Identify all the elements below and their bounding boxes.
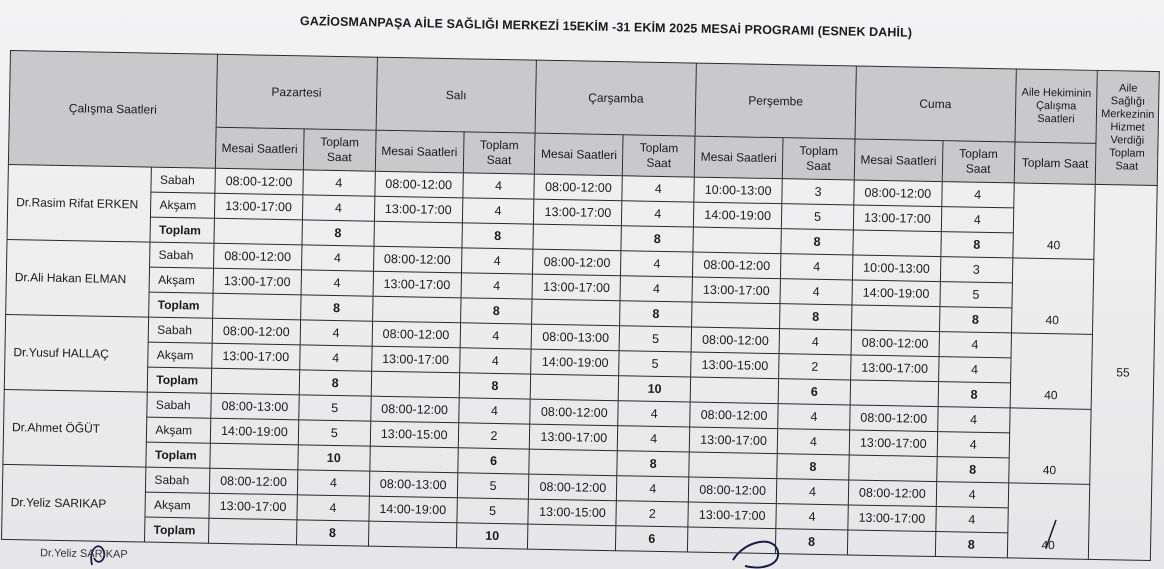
hours-count-cell: 4 <box>461 248 533 274</box>
daily-total-cell: 8 <box>302 220 374 246</box>
hours-count-cell: 5 <box>619 351 691 377</box>
shift-label-aksam: Akşam <box>147 417 211 443</box>
daily-total-cell: 10 <box>456 523 528 549</box>
daily-total-cell: 8 <box>781 229 853 255</box>
weekly-total-cell: 40 <box>1012 183 1095 259</box>
daily-total-cell: 8 <box>777 454 849 480</box>
mesai-hours-cell: 14:00-19:00 <box>852 280 941 307</box>
shift-label-toplam: Toplam <box>149 292 213 318</box>
mesai-hours-cell: 08:00-12:00 <box>688 477 777 504</box>
mesai-hours-cell: 14:00-19:00 <box>369 496 458 523</box>
day-header-pazartesi: Pazartesi <box>216 54 377 130</box>
shift-label-sabah: Sabah <box>151 167 215 193</box>
empty-cell <box>528 524 617 551</box>
toplam-saat-header: Toplam Saat <box>782 138 854 180</box>
daily-total-cell: 6 <box>616 526 688 552</box>
hours-count-cell: 4 <box>780 279 852 305</box>
day-header-cuma: Cuma <box>855 66 1016 142</box>
empty-cell <box>372 296 461 323</box>
hours-count-cell: 4 <box>303 170 375 196</box>
hours-count-cell: 5 <box>781 204 853 230</box>
daily-total-cell: 8 <box>459 373 531 399</box>
hours-count-cell: 4 <box>301 245 373 271</box>
mesai-hours-cell: 08:00-12:00 <box>693 252 782 279</box>
hours-count-cell: 5 <box>457 473 529 499</box>
mesai-hours-cell: 13:00-17:00 <box>849 430 938 457</box>
mesai-hours-cell: 08:00-12:00 <box>851 330 940 357</box>
mesai-hours-cell: 10:00-13:00 <box>694 177 783 204</box>
aile-hekimi-calisma-header: Aile Hekiminin Çalışma Saatleri <box>1015 69 1098 143</box>
hours-count-cell: 4 <box>938 357 1010 383</box>
mesai-hours-cell: 13:00-17:00 <box>214 193 303 220</box>
mesai-hours-cell: 13:00-15:00 <box>691 352 780 379</box>
mesai-hours-cell: 08:00-13:00 <box>211 393 300 420</box>
hours-count-cell: 3 <box>940 257 1012 283</box>
shift-label-toplam: Toplam <box>150 217 214 243</box>
empty-cell <box>533 224 622 251</box>
day-header-persembe: Perşembe <box>695 63 856 139</box>
weekly-total-cell: 40 <box>1007 483 1090 559</box>
mesai-hours-cell: 08:00-12:00 <box>370 396 459 423</box>
daily-total-cell: 8 <box>617 451 689 477</box>
shift-label-sabah: Sabah <box>150 242 214 268</box>
hours-count-cell: 4 <box>941 207 1013 233</box>
hours-count-cell: 4 <box>302 195 374 221</box>
mesai-hours-cell: 13:00-17:00 <box>530 424 619 451</box>
mesai-hours-cell: 13:00-17:00 <box>209 493 298 520</box>
mesai-hours-cell: 08:00-12:00 <box>215 168 304 195</box>
toplam-saat-header: Toplam Saat <box>303 129 375 171</box>
mesai-hours-cell: 14:00-19:00 <box>210 418 299 445</box>
footer-signature: Dr.Yeliz SARIKAP <box>39 547 128 561</box>
doctor-name: Dr.Ahmet ÖĞÜT <box>3 389 148 467</box>
mesai-hours-cell: 13:00-17:00 <box>213 268 302 295</box>
mesai-hours-cell: 08:00-12:00 <box>529 474 618 501</box>
mesai-hours-cell: 08:00-12:00 <box>849 405 938 432</box>
schedule-table-wrapper <box>1 50 1160 561</box>
shift-label-aksam: Akşam <box>151 192 215 218</box>
mesai-hours-cell: 13:00-17:00 <box>689 427 778 454</box>
mesai-saatleri-header: Mesai Saatleri <box>694 136 783 179</box>
shift-label-sabah: Sabah <box>147 392 211 418</box>
hours-count-cell: 4 <box>460 323 532 349</box>
empty-cell <box>853 230 942 257</box>
hours-count-cell: 2 <box>779 354 851 380</box>
daily-total-cell: 8 <box>620 301 692 327</box>
mesai-saatleri-header: Mesai Saatleri <box>535 133 624 176</box>
daily-total-cell: 6 <box>457 448 529 474</box>
mesai-hours-cell: 13:00-17:00 <box>373 271 462 298</box>
hours-count-cell: 4 <box>777 429 849 455</box>
shift-label-toplam: Toplam <box>146 442 210 468</box>
empty-cell <box>531 374 620 401</box>
hours-count-cell: 5 <box>457 498 529 524</box>
mesai-hours-cell: 08:00-12:00 <box>373 246 462 273</box>
doctor-name: Dr.Ali Hakan ELMAN <box>6 239 151 317</box>
daily-total-cell: 8 <box>460 298 532 324</box>
mesai-hours-cell: 14:00-19:00 <box>531 349 620 376</box>
daily-total-cell: 10 <box>619 376 691 402</box>
hours-count-cell: 4 <box>459 348 531 374</box>
mesai-hours-cell: 08:00-12:00 <box>530 399 619 426</box>
mesai-hours-cell: 13:00-17:00 <box>534 199 623 226</box>
daily-total-cell: 8 <box>776 529 848 555</box>
doctor-name: Dr.Yeliz SARIKAP <box>2 464 147 542</box>
empty-cell <box>849 455 938 482</box>
mesai-hours-cell: 08:00-12:00 <box>212 318 301 345</box>
shift-label-aksam: Akşam <box>148 342 212 368</box>
empty-cell <box>208 518 297 545</box>
hours-count-cell: 4 <box>781 254 853 280</box>
shift-label-sabah: Sabah <box>149 317 213 343</box>
shift-label-aksam: Akşam <box>149 267 213 293</box>
asm-total-cell: 55 <box>1089 184 1157 560</box>
mesai-hours-cell: 13:00-17:00 <box>532 274 621 301</box>
hours-count-cell: 5 <box>619 326 691 352</box>
daily-total-cell: 8 <box>462 223 534 249</box>
mesai-hours-cell: 13:00-15:00 <box>370 421 459 448</box>
shift-label-toplam: Toplam <box>145 517 209 543</box>
hours-count-cell: 4 <box>301 270 373 296</box>
empty-cell <box>690 377 779 404</box>
toplam-saat-header: Toplam Saat <box>623 135 695 177</box>
daily-total-cell: 8 <box>941 232 1013 258</box>
mesai-hours-cell: 08:00-13:00 <box>531 324 620 351</box>
hours-count-cell: 4 <box>942 182 1014 208</box>
daily-total-cell: 8 <box>299 370 371 396</box>
mesai-hours-cell: 13:00-17:00 <box>850 355 939 382</box>
empty-cell <box>850 380 939 407</box>
weekly-total-cell: 40 <box>1008 408 1091 484</box>
calisma-saatleri-header: Çalışma Saatleri <box>8 51 217 169</box>
hours-count-cell: 2 <box>616 501 688 527</box>
hours-count-cell: 4 <box>297 470 369 496</box>
empty-cell <box>847 530 936 557</box>
empty-cell <box>851 305 940 332</box>
hours-count-cell: 4 <box>622 176 694 202</box>
shift-label-sabah: Sabah <box>146 467 210 493</box>
daily-total-cell: 8 <box>938 382 1010 408</box>
empty-cell <box>371 371 460 398</box>
empty-cell <box>692 302 781 329</box>
daily-total-cell: 8 <box>621 226 693 252</box>
mesai-hours-cell: 08:00-12:00 <box>854 180 943 207</box>
hours-count-cell: 4 <box>461 273 533 299</box>
hours-count-cell: 5 <box>940 282 1012 308</box>
mesai-hours-cell: 13:00-17:00 <box>853 205 942 232</box>
hours-count-cell: 4 <box>622 201 694 227</box>
weekly-total-cell: 40 <box>1010 333 1093 409</box>
mesai-hours-cell: 13:00-17:00 <box>371 346 460 373</box>
hours-count-cell: 4 <box>618 426 690 452</box>
mesai-hours-cell: 08:00-12:00 <box>690 402 779 429</box>
hours-count-cell: 4 <box>778 404 850 430</box>
mesai-hours-cell: 13:00-17:00 <box>692 277 781 304</box>
daily-total-cell: 8 <box>301 295 373 321</box>
hours-count-cell: 4 <box>458 398 530 424</box>
mesai-hours-cell: 13:00-17:00 <box>374 196 463 223</box>
day-header-sali: Salı <box>376 57 537 133</box>
hours-count-cell: 5 <box>299 395 371 421</box>
mesai-hours-cell: 08:00-12:00 <box>213 243 302 270</box>
mesai-saatleri-header: Mesai Saatleri <box>215 127 304 170</box>
hours-count-cell: 4 <box>300 320 372 346</box>
mesai-hours-cell: 13:00-17:00 <box>212 343 301 370</box>
hours-count-cell: 4 <box>939 332 1011 358</box>
empty-cell <box>693 227 782 254</box>
hours-count-cell: 2 <box>458 423 530 449</box>
daily-total-cell: 8 <box>937 457 1009 483</box>
hours-count-cell: 4 <box>779 329 851 355</box>
empty-cell <box>689 452 778 479</box>
hours-count-cell: 4 <box>938 407 1010 433</box>
hours-count-cell: 4 <box>463 173 535 199</box>
mesai-hours-cell: 08:00-12:00 <box>209 468 298 495</box>
mesai-saatleri-header: Mesai Saatleri <box>375 130 464 173</box>
hours-count-cell: 4 <box>618 401 690 427</box>
mesai-hours-cell: 13:00-17:00 <box>688 502 777 529</box>
mesai-hours-cell: 14:00-19:00 <box>693 202 782 229</box>
daily-total-cell: 8 <box>780 304 852 330</box>
shift-label-aksam: Akşam <box>145 492 209 518</box>
daily-total-cell: 8 <box>935 532 1007 558</box>
schedule-table <box>1 50 1160 561</box>
empty-cell <box>369 446 458 473</box>
page-title: GAZİOSMANPAŞA AİLE SAĞLIĞI MERKEZİ 15EKİM -31 EKİM 2025 MESAİ PROGRAMI (ESNEK DAHİL) <box>299 14 913 40</box>
daily-total-cell: 8 <box>939 307 1011 333</box>
mesai-hours-cell: 10:00-13:00 <box>852 255 941 282</box>
hours-count-cell: 4 <box>621 251 693 277</box>
empty-cell <box>211 368 300 395</box>
hours-count-cell: 4 <box>300 345 372 371</box>
hours-count-cell: 4 <box>937 432 1009 458</box>
hours-count-cell: 4 <box>617 476 689 502</box>
toplam-saat-header: Toplam Saat <box>463 132 535 174</box>
mesai-hours-cell: 13:00-17:00 <box>848 505 937 532</box>
mesai-hours-cell: 08:00-12:00 <box>533 249 622 276</box>
empty-cell <box>210 443 299 470</box>
mesai-hours-cell: 08:00-12:00 <box>691 327 780 354</box>
day-header-carsamba: Çarşamba <box>535 60 696 136</box>
schedule-body <box>2 164 1158 560</box>
mesai-hours-cell: 08:00-12:00 <box>534 174 623 201</box>
mesai-hours-cell: 08:00-12:00 <box>848 480 937 507</box>
daily-total-cell: 6 <box>778 379 850 405</box>
empty-cell <box>214 218 303 245</box>
hours-count-cell: 4 <box>936 482 1008 508</box>
mesai-hours-cell: 08:00-12:00 <box>374 171 463 198</box>
empty-cell <box>532 299 621 326</box>
doctor-name: Dr.Rasim Rifat ERKEN <box>7 164 152 242</box>
hours-count-cell: 4 <box>297 495 369 521</box>
empty-cell <box>529 449 618 476</box>
asm-hizmet-header: Aile Sağlığı Merkezinin Hizmet Verdiği Toplam Saat <box>1096 70 1160 185</box>
hours-count-cell: 4 <box>776 479 848 505</box>
toplam-saat-header: Toplam Saat <box>942 141 1014 183</box>
daily-total-cell: 8 <box>296 520 368 546</box>
mesai-hours-cell: 13:00-15:00 <box>528 499 617 526</box>
hours-count-cell: 4 <box>620 276 692 302</box>
doctor-name: Dr.Yusuf HALLAÇ <box>4 314 149 392</box>
empty-cell <box>212 293 301 320</box>
daily-total-cell: 10 <box>298 445 370 471</box>
hours-count-cell: 5 <box>298 420 370 446</box>
empty-cell <box>374 221 463 248</box>
hours-count-cell: 4 <box>462 198 534 224</box>
weekly-total-cell: 40 <box>1011 258 1094 334</box>
weekly-toplam-saat-header: Toplam Saat <box>1014 142 1097 184</box>
mesai-saatleri-header: Mesai Saatleri <box>854 139 943 182</box>
mesai-hours-cell: 08:00-13:00 <box>369 471 458 498</box>
mesai-hours-cell: 08:00-12:00 <box>372 321 461 348</box>
hours-count-cell: 4 <box>776 504 848 530</box>
empty-cell <box>687 527 776 554</box>
hours-count-cell: 3 <box>782 179 854 205</box>
empty-cell <box>368 521 457 548</box>
hours-count-cell: 4 <box>936 507 1008 533</box>
shift-label-toplam: Toplam <box>148 367 212 393</box>
